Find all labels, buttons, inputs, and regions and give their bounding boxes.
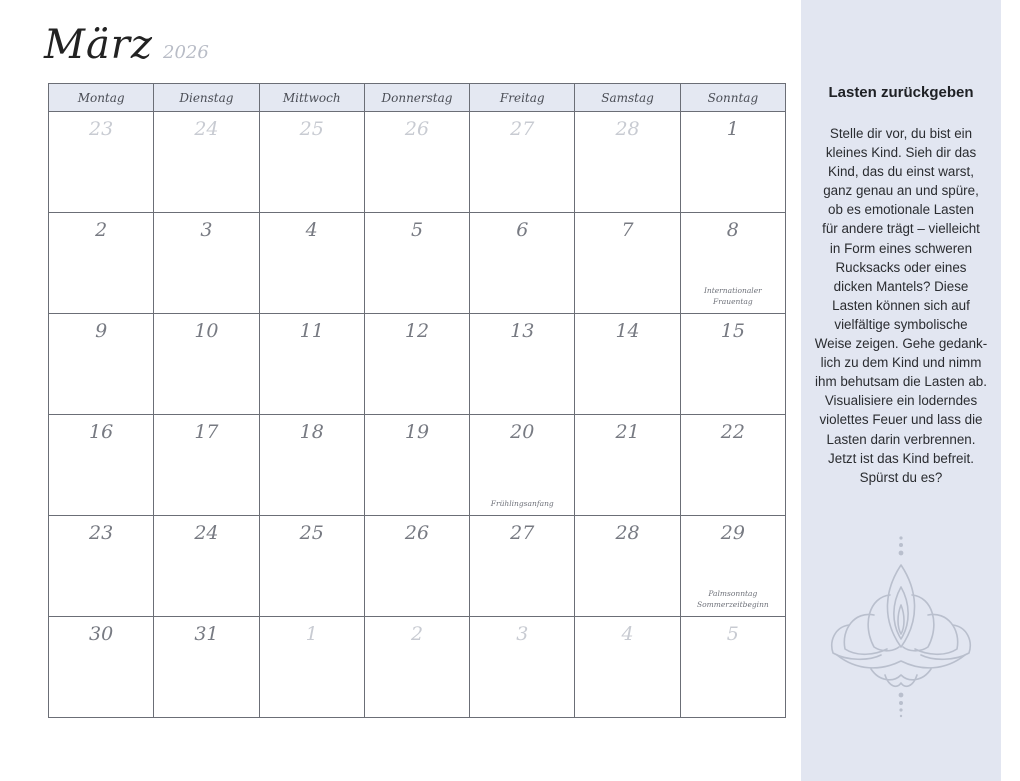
day-number: 31 [194,623,219,645]
day-cell [680,617,785,718]
week-row [49,213,786,314]
day-number: 25 [299,118,324,140]
day-number: 26 [404,118,430,140]
day-number: 7 [621,219,634,241]
month-name: März [44,22,153,68]
day-number: 8 [726,219,739,241]
day-number: 28 [615,118,640,140]
day-cell [470,415,575,516]
calendar-grid [48,83,786,718]
sidebar-text: Stelle dir vor, du bist ein kleines Kind. Sieh dir das Kind, das du einst warst, ganz genau an und spüre, ob es emotionale Lasten für andere trägt – vielleicht in Form eines schweren Rucksacks oder eines dicken Mantels? Diese Lasten können sich auf vielfältige symbolische Weise zeigen. Gehe gedank- lich zu dem Kind und nimm ihm behutsam die Lasten ab. Visualisiere ein loderndes violettes Feuer und lass die Lasten darin verbrennen. Jetzt ist das Kind befreit. Spürst du es? [814,126,988,485]
weekday-header: Donnerstag [364,84,469,112]
day-cell [470,617,575,718]
day-number: 11 [299,320,324,342]
holiday-note: Frühlingsanfang [490,498,554,508]
day-cell [575,617,680,718]
week-row [49,112,786,213]
day-number: 4 [621,623,634,645]
sidebar [801,0,1001,781]
day-number: 14 [615,320,640,342]
day-cell [470,314,575,415]
day-number: 29 [720,522,745,544]
weekday-header: Mittwoch [259,84,364,112]
day-number: 5 [410,219,424,241]
day-number: 21 [615,421,640,443]
weekday-header: Samstag [575,84,680,112]
day-cell [470,516,575,617]
day-cell [364,314,469,415]
day-cell [364,112,469,213]
day-cell [49,112,154,213]
day-cell [49,314,154,415]
day-cell [680,415,785,516]
day-number: 2 [95,219,108,241]
day-number: 19 [404,421,430,443]
weekday-header: Sonntag [680,84,785,112]
day-number: 16 [89,421,114,443]
day-number: 27 [510,522,535,544]
day-cell [154,213,259,314]
day-number: 27 [510,118,535,140]
day-number: 15 [720,320,745,342]
day-number: 3 [516,623,529,645]
day-number: 9 [95,320,108,342]
day-cell [259,213,364,314]
day-cell [575,112,680,213]
day-number: 1 [726,118,739,140]
day-cell [575,314,680,415]
day-number: 5 [726,623,739,645]
weekday-header-row [49,84,786,112]
day-cell [154,516,259,617]
day-number: 10 [194,320,219,342]
day-cell [154,415,259,516]
week-row [49,516,786,617]
day-cell [259,314,364,415]
week-row [49,314,786,415]
day-cell [680,516,785,617]
week-row [49,415,786,516]
year: 2026 [163,42,209,63]
sidebar-title: Lasten zurückgeben [828,84,974,101]
day-number: 1 [305,623,318,645]
day-number: 13 [510,320,535,342]
day-number: 22 [720,421,745,443]
day-cell [470,213,575,314]
day-number: 25 [299,522,324,544]
day-number: 28 [615,522,640,544]
day-cell [49,617,154,718]
day-cell [49,415,154,516]
week-row [49,617,786,718]
day-cell [259,516,364,617]
day-number: 26 [404,522,430,544]
day-number: 23 [89,118,114,140]
weekday-header: Montag [49,84,154,112]
day-number: 12 [404,320,430,342]
day-number: 4 [305,219,318,241]
day-cell [154,112,259,213]
day-number: 2 [410,623,424,645]
day-cell [680,112,785,213]
day-cell [680,213,785,314]
day-cell [470,112,575,213]
day-number: 23 [89,522,114,544]
day-cell [575,213,680,314]
day-cell [575,516,680,617]
weekday-header: Dienstag [154,84,259,112]
day-cell [364,516,469,617]
day-cell [259,415,364,516]
lotus-icon [829,535,973,721]
day-number: 3 [200,219,213,241]
day-cell [364,617,469,718]
day-cell [259,617,364,718]
day-cell [49,516,154,617]
day-cell [680,314,785,415]
holiday-note: Internationaler Frauentag [703,285,762,306]
day-number: 18 [299,421,324,443]
day-cell [154,617,259,718]
day-number: 24 [194,118,219,140]
weekday-header: Freitag [470,84,575,112]
day-number: 30 [89,623,114,645]
day-cell [49,213,154,314]
day-cell [364,213,469,314]
day-number: 24 [194,522,219,544]
day-cell [154,314,259,415]
day-number: 17 [194,421,219,443]
day-cell [575,415,680,516]
holiday-note: Palmsonntag Sommerzeitbeginn [696,588,769,609]
day-number: 6 [516,219,529,241]
day-cell [259,112,364,213]
day-cell [364,415,469,516]
calendar-title [44,22,209,78]
day-number: 20 [510,421,535,443]
